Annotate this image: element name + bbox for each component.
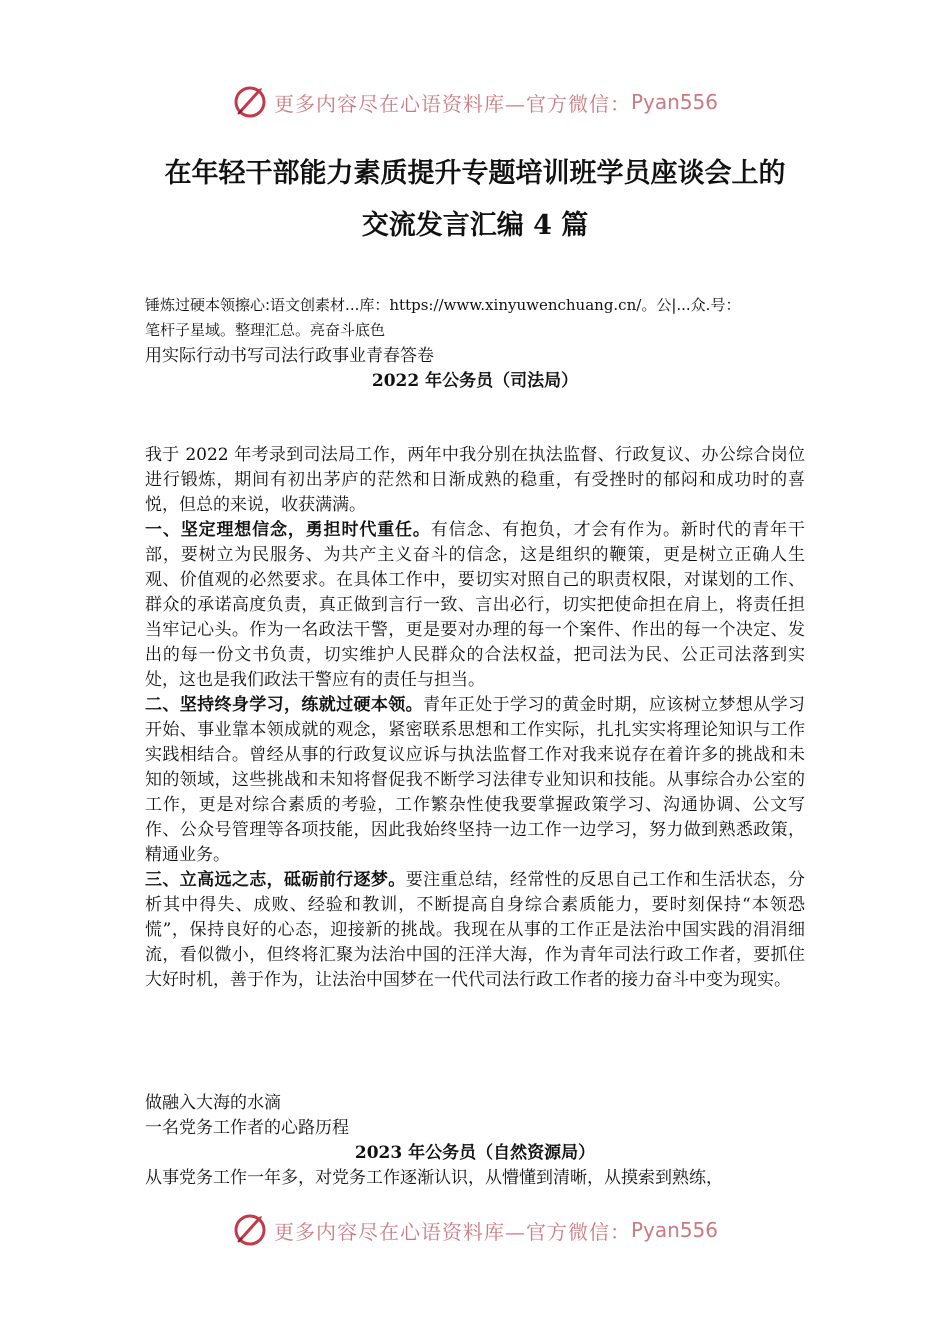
intro-paragraph: 我于 2022 年考录到司法局工作，两年中我分别在执法监督、行政复议、办公综合岗位进行锻炼，期间有初出茅庐的茫然和日渐成熟的稳重，有受挫时的郁闷和成功时的喜悦，但总的来说，收获满满。	[145, 445, 805, 515]
promo-line-1	[145, 293, 805, 318]
title-line-2: 交流发言汇编 4 篇	[361, 210, 589, 241]
point-1-paragraph	[145, 518, 805, 693]
section-2-heading-1: 做融入大海的水滴	[145, 1093, 281, 1113]
point-3-paragraph	[145, 868, 805, 993]
promo-block	[145, 293, 805, 343]
section-2	[145, 1091, 805, 1191]
section-1-author: 2022 年公务员（司法局）	[371, 371, 579, 391]
point-3-heading: 三、立高远之志，砥砺前行逐梦。	[145, 870, 406, 890]
section-2-first-line: 从事党务工作一年多，对党务工作逐渐认识，从懵懂到清晰，从摸索到熟练，	[145, 1168, 723, 1188]
footer-banner	[0, 1208, 950, 1252]
point-2-text: 青年正处于学习的黄金时期，应该树立梦想从学习开始、事业靠本领成就的观念，紧密联系思想和工作实际，扎扎实实将理论知识与工作实践相结合。曾经从事的行政复议应诉与执法监督工作对我来说存在着许多的挑战和未知的领域，这些挑战和未知将督促我不断学习法律专业知识和技能。从事综合办公室的工作，更是对综合素质的考验，工作繁杂性使我要掌握政策学习、沟通协调、公文写作、公众号管理等各项技能，因此我始终坚持一边工作一边学习，努力做到熟悉政策，精通业务。	[145, 695, 806, 865]
point-2-paragraph	[145, 693, 805, 868]
section-2-author: 2023 年公务员（自然资源局）	[354, 1143, 596, 1163]
pen-logo-icon	[232, 1212, 268, 1248]
section-1-header	[145, 344, 805, 394]
promo-suffix: 。公|...众.号：	[641, 296, 741, 314]
point-1-heading: 一、坚定理想信念，勇担时代重任。	[145, 520, 431, 540]
point-3-text: 要注重总结，经常性的反思自己工作和生活状态，分析其中得失、成败、经验和教训，不断提高自身综合素质能力，要时刻保持“本领恐慌”，保持良好的心态，迎接新的挑战。我现在从事的工作正是法治中国实践的涓涓细流，看似微小，但终将汇聚为法治中国的汪洋大海，作为青年司法行政工作者，要抓住大好时机，善于作为，让法治中国梦在一代代司法行政工作者的接力奋斗中变为现实。	[145, 870, 806, 990]
section-1-heading: 用实际行动书写司法行政事业青春答卷	[145, 346, 434, 366]
point-2-heading: 二、坚持终身学习，练就过硬本领。	[145, 695, 424, 715]
promo-line-2: 笔杆子星域。整理汇总。亮奋斗底色	[145, 321, 386, 339]
banner-wechat-id: Pyan556	[630, 1218, 718, 1242]
promo-prefix: 锤炼过硬本领擦心:语文创素材...库：	[145, 296, 390, 314]
promo-url[interactable]: https://www.xinyuwenchuang.cn/	[389, 296, 642, 314]
banner-wechat-id: Pyan556	[630, 90, 718, 114]
pen-logo-icon	[232, 84, 268, 120]
section-1-body	[145, 443, 805, 993]
header-banner	[0, 80, 950, 124]
document-title	[0, 148, 950, 252]
banner-text: 更多内容尽在心语资料库—官方微信：	[273, 91, 631, 116]
title-line-1: 在年轻干部能力素质提升专题培训班学员座谈会上的	[164, 158, 786, 189]
point-1-text: 有信念、有抱负，才会有作为。新时代的青年干部，要树立为民服务、为共产主义奋斗的信念，这是组织的鞭策，更是树立正确人生观、价值观的必然要求。在具体工作中，要切实对照自己的职责权限，对谋划的工作、群众的承诺高度负责，真正做到言行一致、言出必行，切实把使命担在肩上，将责任担当牢记心头。作为一名政法干警，更是要对办理的每一个案件、作出的每一个决定、发出的每一份文书负责，切实维护人民群众的合法权益，把司法为民、公正司法落到实处，这也是我们政法干警应有的责任与担当。	[145, 520, 806, 690]
section-2-heading-2: 一名党务工作者的心路历程	[145, 1118, 349, 1138]
banner-text: 更多内容尽在心语资料库—官方微信：	[273, 1219, 631, 1244]
